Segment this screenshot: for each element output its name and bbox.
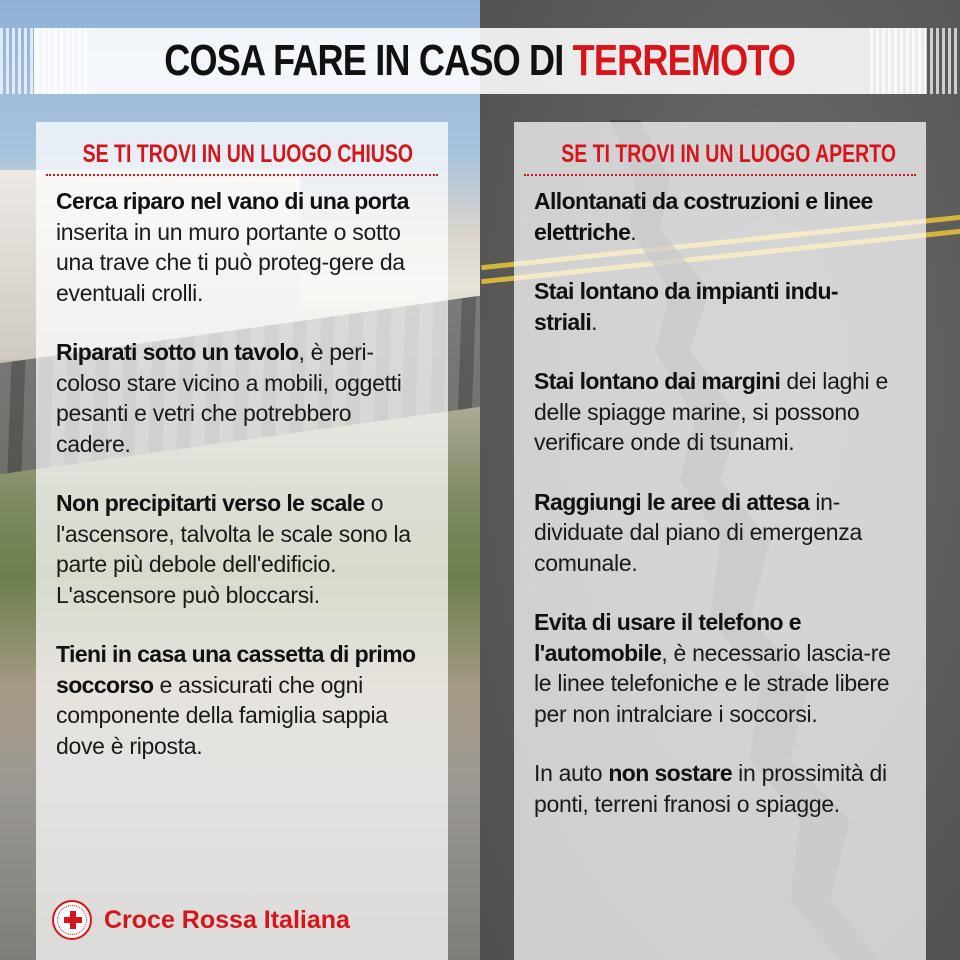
item-text: , è peri-coloso stare vicino a mobili, oggetti pesanti e vetri che potrebbero cadere. [56, 339, 402, 457]
item-bold: Riparati sotto un tavolo [56, 339, 299, 365]
item-bold: Raggiungi le aree di attesa [534, 488, 810, 515]
item-text: o l'ascensore, talvolta le scale sono la parte più debole dell'edificio. L'ascensore può bloccarsi. [56, 490, 411, 608]
list-item [534, 276, 894, 337]
item-prefix: In auto [534, 760, 609, 786]
item-bold: Tieni in casa una cassetta di primo soccorso [56, 641, 416, 698]
list-item [534, 758, 894, 819]
croce-rossa-logo [52, 900, 350, 940]
list-item [534, 186, 894, 247]
item-bold: non sostare [608, 760, 733, 786]
list-item [534, 366, 894, 458]
item-text: in prossimità di ponti, terreni franosi o spiagge. [534, 760, 887, 817]
title-main: COSA FARE IN CASO DI [164, 36, 564, 85]
item-bold: Non precipitarti verso le scale [56, 490, 365, 516]
item-text: . [630, 218, 637, 245]
indoor-heading-box [36, 134, 448, 176]
item-text: , è necessario lascia-re le linee telefoniche e le strade libere per non intralciare i soccorsi. [534, 639, 891, 727]
list-item [56, 488, 416, 610]
item-bold: Allontanati da costruzioni e linee elettriche [534, 188, 873, 245]
item-text: dei laghi e delle spiagge marine, si possono verificare onde di tsunami. [534, 368, 888, 455]
page-title [165, 36, 796, 86]
list-item [56, 186, 416, 308]
title-banner [34, 28, 926, 94]
list-item [56, 639, 416, 761]
indoor-panel [36, 122, 448, 960]
item-text: . [591, 308, 598, 335]
red-cross-seal-icon [52, 900, 92, 940]
indoor-heading: SE TI TROVI IN UN LUOGO CHIUSO [82, 140, 414, 168]
indoor-list [56, 186, 448, 790]
outdoor-panel [514, 122, 926, 960]
item-text: inserita in un muro portante o sotto una trave che ti può proteg-gere da eventuali crolli. [56, 218, 405, 306]
item-bold: Cerca riparo nel vano di una porta [56, 188, 409, 214]
logo-text: Croce Rossa Italiana [104, 905, 350, 934]
item-bold: Evita di usare il telefono e l'automobile [534, 609, 801, 666]
item-text: in-dividuate dal piano di emergenza comunale. [534, 488, 862, 576]
item-bold: Stai lontano dai margini [534, 368, 781, 394]
outdoor-list [534, 186, 926, 848]
outdoor-heading-box [514, 134, 926, 176]
item-text: e assicurati che ogni componente della famiglia sappia dove è riposta. [56, 671, 388, 759]
list-item [534, 487, 894, 579]
item-bold: Stai lontano da impianti indu-striali [534, 278, 838, 335]
list-item [56, 337, 416, 459]
title-accent: TERREMOTO [572, 36, 796, 85]
outdoor-heading: SE TI TROVI IN UN LUOGO APERTO [561, 140, 896, 168]
list-item [534, 607, 894, 729]
